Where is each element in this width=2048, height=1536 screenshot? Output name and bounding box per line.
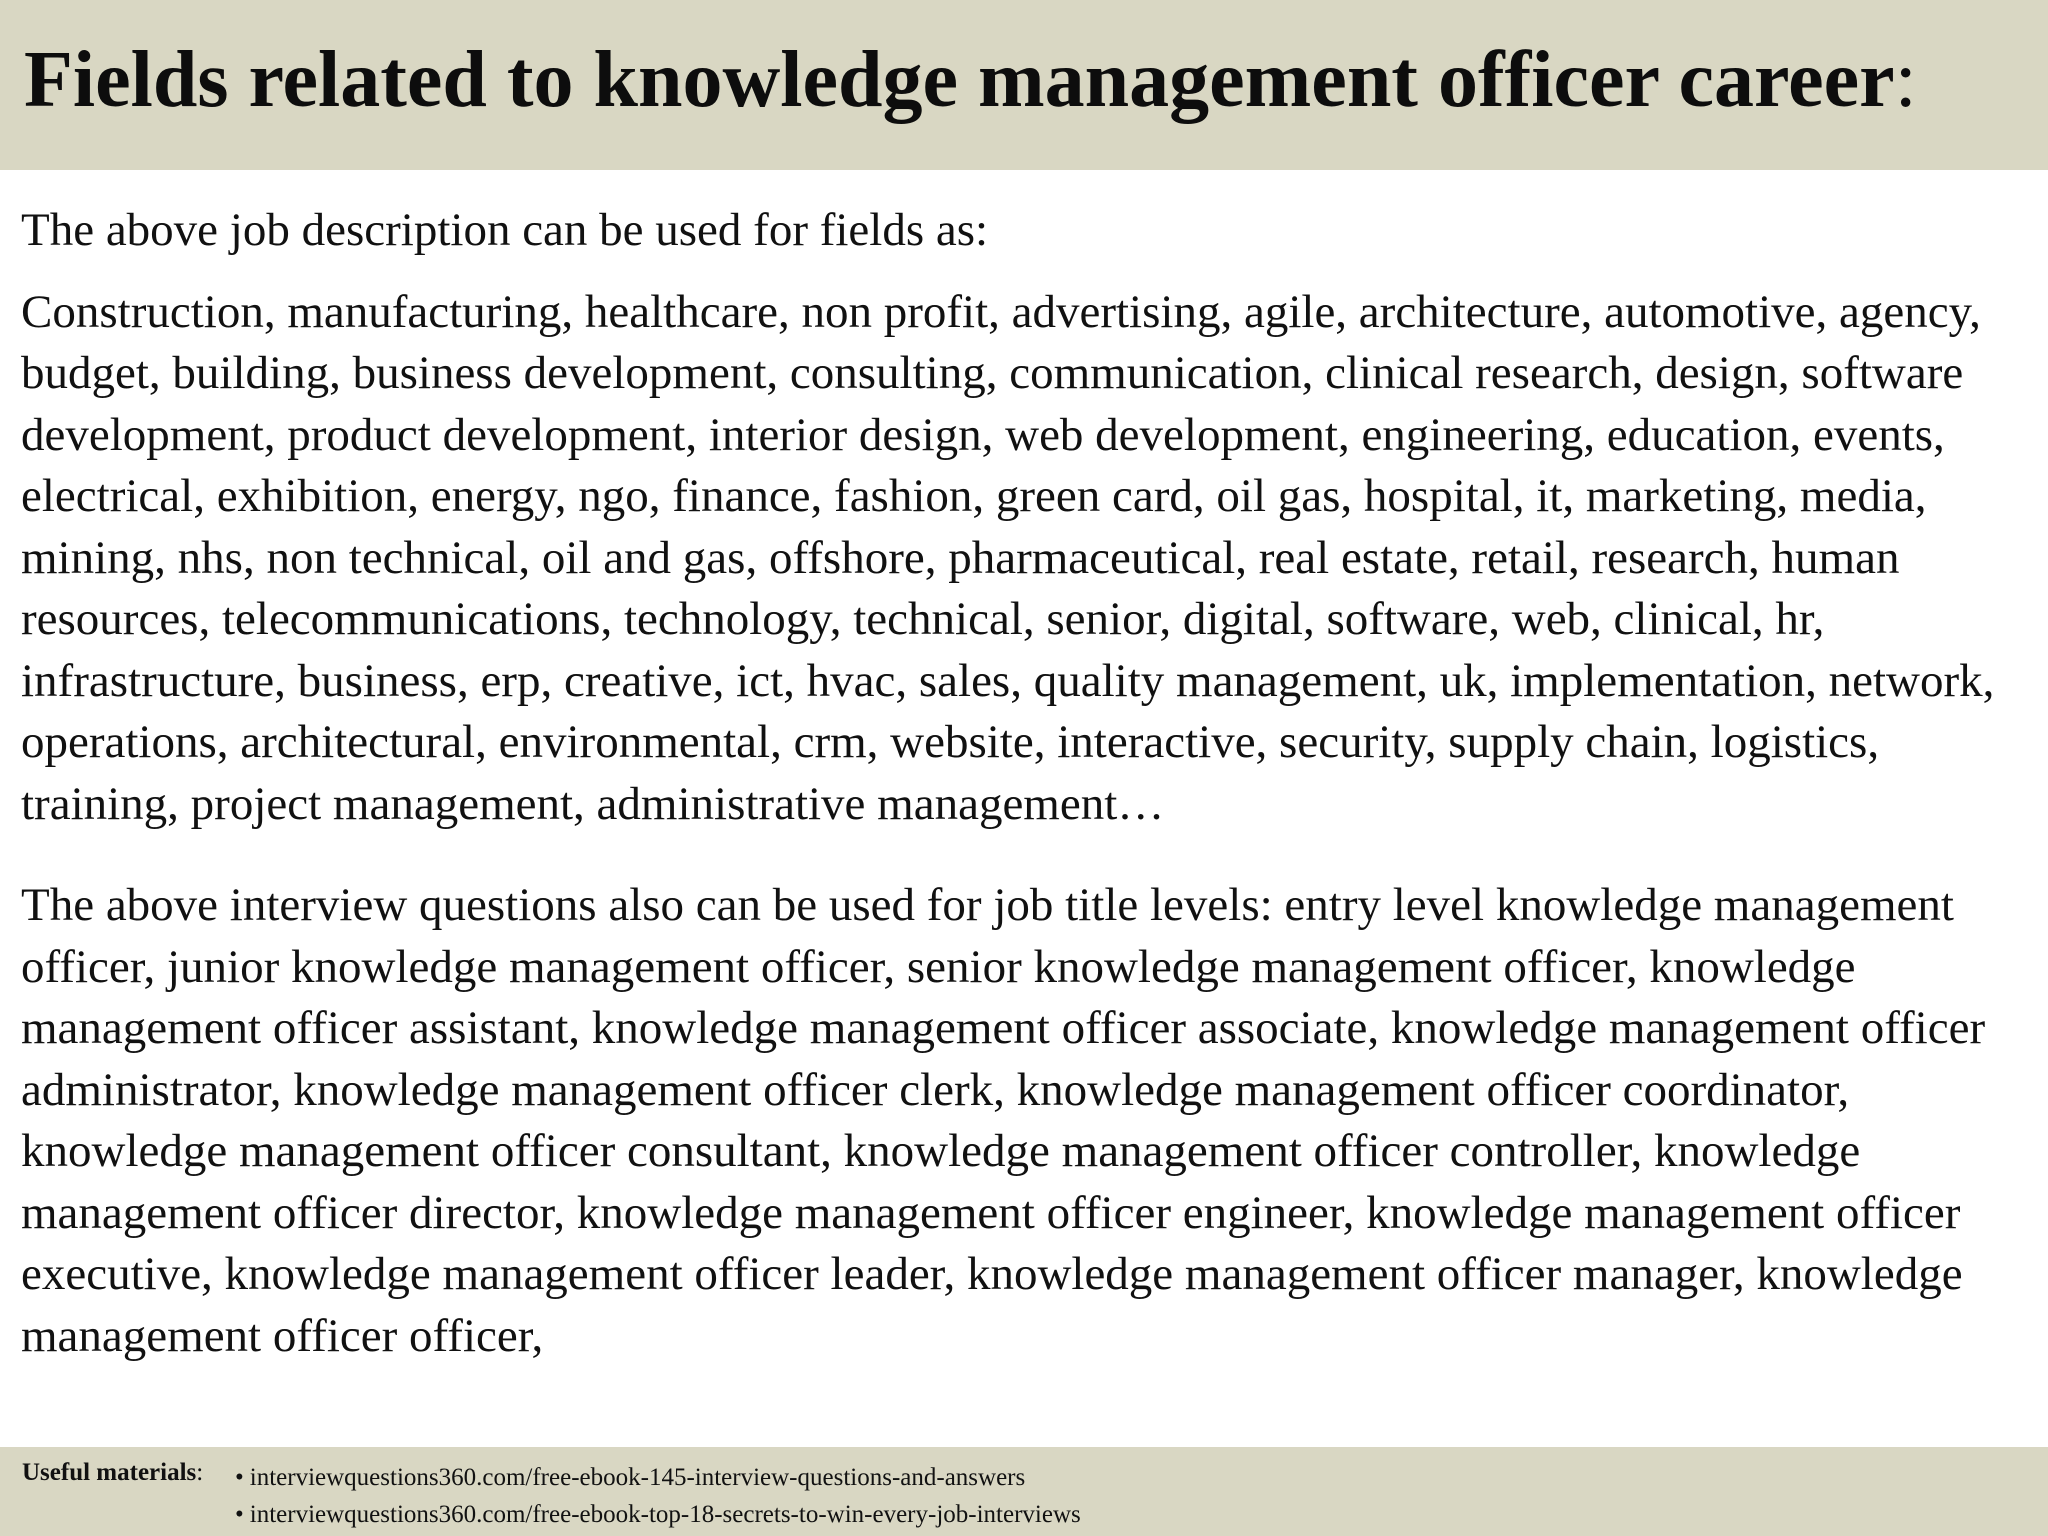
intro-paragraph: The above job description can be used for fields as: xyxy=(21,204,989,256)
useful-material-link-text: interviewquestions360.com/free-ebook-top-18-secrets-to-win-every-job-interviews xyxy=(249,1501,1081,1528)
useful-material-link-text: interviewquestions360.com/free-ebook-145-interview-questions-and-answers xyxy=(249,1464,1026,1491)
slide-title-colon: : xyxy=(1894,36,1917,124)
useful-material-link-ebook-145[interactable] xyxy=(235,1459,1081,1496)
bullet-icon: • xyxy=(235,1501,244,1528)
slide-title-text: Fields related to knowledge management officer career xyxy=(24,36,1895,124)
useful-material-link-ebook-top-18[interactable] xyxy=(235,1496,1081,1533)
useful-materials-label xyxy=(22,1459,203,1487)
bullet-icon: • xyxy=(235,1464,244,1491)
title-band xyxy=(0,0,2048,170)
useful-materials-label-text: Useful materials xyxy=(22,1459,197,1486)
job-levels-paragraph: The above interview questions also can be used for job title levels: entry level knowledge management officer, junior knowledge management officer, senior knowledge management officer, knowledge management officer assistant, knowledge management officer associate, knowledge management officer administrator, knowledge management officer clerk, knowledge management officer coordinator, knowledge management officer consultant, knowledge management officer controller, knowledge management officer director, knowledge management officer engineer, knowledge management officer executive, knowledge management officer leader, knowledge management officer manager, knowledge management officer officer, xyxy=(21,879,1986,1362)
slide-title xyxy=(24,36,1917,124)
useful-materials-list xyxy=(235,1459,1081,1533)
fields-paragraph: Construction, manufacturing, healthcare, non profit, advertising, agile, architecture, automotive, agency, budget, building, business development, consulting, communication, clinical research, design, software development, product development, interior design, web development, engineering, education, events, electrical, exhibition, energy, ngo, finance, fashion, green card, oil gas, hospital, it, marketing, media, mining, nhs, non technical, oil and gas, offshore, pharmaceutical, real estate, retail, research, human resources, telecommunications, technology, technical, senior, digital, software, web, clinical, hr, infrastructure, business, erp, creative, ict, hvac, sales, quality management, uk, implementation, network, operations, architectural, environmental, crm, website, interactive, security, supply chain, logistics, training, project management, administrative management… xyxy=(21,285,1995,830)
slide-body xyxy=(21,200,2031,1445)
footer-band xyxy=(0,1447,2048,1536)
useful-materials-label-colon: : xyxy=(196,1459,204,1486)
